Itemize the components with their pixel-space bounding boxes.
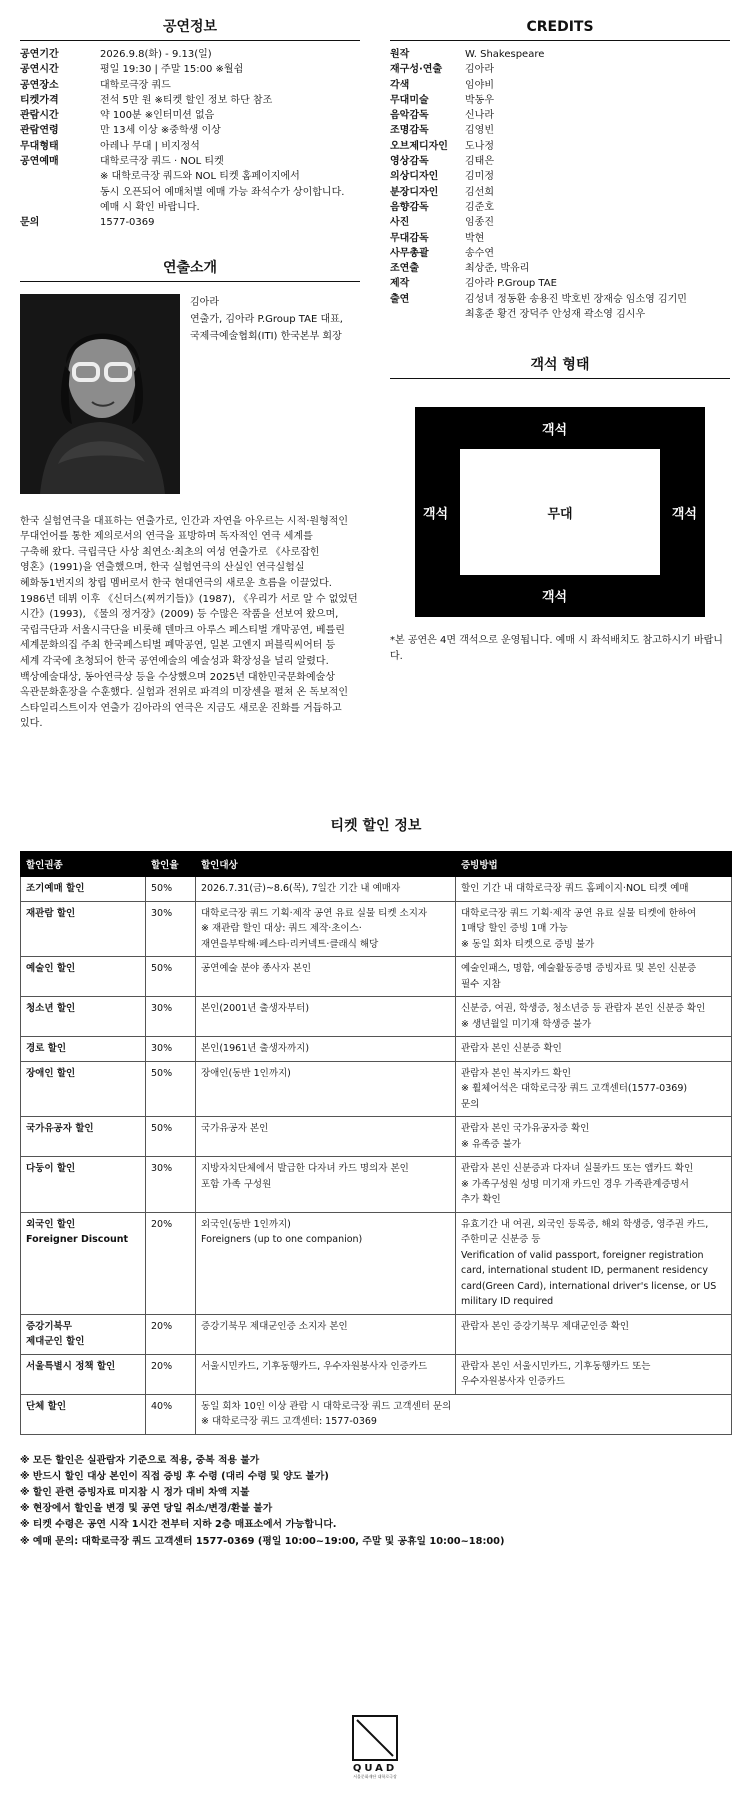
info-value [465, 200, 730, 215]
cell-line: Foreigners (up to one companion) [201, 1234, 363, 1245]
seat-label-left: 객석 [423, 507, 449, 523]
info-row [20, 108, 360, 123]
info-value [465, 108, 730, 123]
discount-rate-cell: 50% [146, 1117, 196, 1157]
info-label: 영상감독 [390, 156, 429, 168]
info-value-line: 임야비 [465, 79, 494, 91]
table-row [21, 957, 732, 997]
info-row [390, 47, 730, 62]
proof-method-cell [456, 901, 732, 957]
info-label: 사무총괄 [390, 247, 429, 259]
seating-diagram [415, 407, 705, 617]
info-label: 무대감독 [390, 232, 429, 244]
cell-line: 재연을부탁해·페스타·리커넥트·클래식 해당 [201, 938, 379, 950]
cell-line: ※ 동일 회차 티켓으로 증빙 불가 [461, 938, 595, 950]
note-line: ※ 반드시 할인 대상 본인이 직접 증빙 후 수령 (대리 수령 및 양도 불가) [20, 1470, 329, 1482]
info-value [465, 246, 730, 261]
info-value-line: W. Shakespeare [465, 49, 545, 60]
cell-line: ※ 생년월일 미기재 학생증 불가 [461, 1018, 592, 1030]
discount-name-cell [21, 1314, 146, 1354]
cell-line: 우수자원봉사자 인증카드 [461, 1376, 565, 1387]
cell-line: 경로 할인 [26, 1043, 67, 1054]
proof-method-cell [456, 1037, 732, 1062]
note-line: ※ 예매 문의: 대학로극장 쿼드 고객센터 1577-0369 (평일 10:00~19:00, 주말 및 공휴일 10:00~18:00) [20, 1535, 505, 1547]
discount-rate-cell: 30% [146, 1037, 196, 1062]
header-discount-target: 할인대상 [196, 852, 456, 877]
logo-subtext: 서울문화재단 대학로극장 [353, 1774, 397, 1779]
info-value [100, 139, 360, 154]
director-bio: 한국 실험연극을 대표하는 연출가로, 인간과 자연을 아우르는 시적·원형적인 무대언어를 통한 제의로서의 연극을 표방하며 독자적인 연극 세계를 구축해 왔다. 극립극단 사상 최연소·최초의 여성 연출가로 《사로잡힌 영혼》(1991)을 연출했으며, 한국 실험연극의 산실인 연극실험실 혜화동1번지의 창립 멤버로서 한국 현대연극의 새로운 흐름을 이끌었다. 1986년 데뷔 이후 《신더스(찌꺼기들)》(1987), 《우리가 서로 알 수 없었던 시간》(1993), 《물의 정거장》(2009) 등 수많은 작품을 선보여 왔으며, 국립극단과 서울시극단을 비롯해 덴마크 아루스 페스티벌 개막공연, 베를린 세계문화의집 주최 한국페스티벌 폐막공연, 일본 고엔지 퍼블릭씨어터 등 세계 각국에 초청되어 한국 공연예술의 예술성과 확장성을 널리 알렸다. 백상예술대상, 동아연극상 등을 수상했으며 2025년 대한민국문화예술상 옥관문화훈장을 수훈했다. 실험과 전위로 파격의 미장센을 펼쳐 온 독보적인 스타일리스트이자 연출가 김아라의 연극은 지금도 새로운 진화를 거듭하고 있다. [20, 515, 358, 730]
table-row [21, 877, 732, 902]
info-value [465, 215, 730, 230]
info-label: 제작 [390, 278, 410, 290]
ticket-title: 티켓 할인 정보 [330, 818, 422, 834]
info-value-line: 동시 오픈되어 예매처별 예매 가능 좌석수가 상이합니다. [100, 186, 345, 198]
info-label: 오브제디자인 [390, 140, 448, 152]
info-value [100, 62, 360, 77]
note-line: ※ 할인 관련 증빙자료 미지참 시 정가 대비 차액 지불 [20, 1486, 250, 1498]
cell-line: 외국인(동반 1인까지) [201, 1218, 291, 1230]
discount-rate-cell: 50% [146, 957, 196, 997]
info-value [465, 185, 730, 200]
discount-rate-cell: 20% [146, 1212, 196, 1314]
discount-rate-cell: 50% [146, 877, 196, 902]
discount-name-cell [21, 1394, 146, 1434]
cell-line: 재관람 할인 [26, 907, 76, 919]
cell-line: 국가유공자 본인 [201, 1123, 269, 1134]
discount-rate-cell: 40% [146, 1394, 196, 1434]
cell-line: 장애인(동반 1인까지) [201, 1067, 291, 1079]
info-row [390, 215, 730, 230]
info-value [100, 215, 360, 230]
cell-line: ※ 유족증 불가 [461, 1138, 521, 1150]
info-row [20, 78, 360, 93]
info-value-line: 도나정 [465, 140, 494, 152]
info-value-line: ※ 대학로극장 쿼드와 NOL 티켓 홈페이지에서 [100, 171, 300, 183]
info-label: 티켓가격 [20, 94, 59, 106]
discount-rate-cell: 30% [146, 1157, 196, 1213]
cell-line: 유효기간 내 여권, 외국인 등록증, 해외 학생증, 영주권 카드, [461, 1218, 709, 1230]
divider [20, 40, 360, 41]
table-header-row [21, 852, 732, 877]
info-value [100, 47, 360, 62]
quad-logo [352, 1715, 398, 1780]
cell-line: 공연예술 분야 종사자 본인 [201, 963, 312, 974]
cell-line: 할인 기간 내 대학로극장 쿼드 홈페이지·NOL 티켓 예매 [461, 883, 689, 894]
divider [390, 378, 730, 379]
discount-name-cell [21, 1061, 146, 1117]
table-row [21, 1354, 732, 1394]
director-profile [20, 294, 360, 494]
performance-info-list [20, 47, 360, 231]
cell-line: 관람자 본인 국가유공자증 확인 [461, 1123, 590, 1134]
quad-logo-icon [352, 1715, 398, 1761]
cell-line: 증강기북무 [26, 1320, 72, 1332]
director-affiliation: 국제극예술협회(ITI) 한국본부 회장 [190, 330, 342, 342]
discount-name-cell [21, 1354, 146, 1394]
cell-line: 신분증, 여권, 학생증, 청소년증 등 관람자 본인 신분증 확인 [461, 1003, 706, 1014]
cell-line: ※ 휠체어석은 대학로극장 쿼드 고객센터(1577-0369) [461, 1083, 688, 1094]
cell-line: 제대군인 할인 [26, 1336, 85, 1347]
info-label: 조명감독 [390, 125, 429, 137]
info-row [390, 276, 730, 291]
info-row [390, 108, 730, 123]
info-label: 분장디자인 [390, 186, 439, 198]
discount-rate-cell: 20% [146, 1314, 196, 1354]
director-info [190, 294, 343, 494]
info-label: 관람연령 [20, 125, 59, 137]
header-discount-rate: 할인율 [146, 852, 196, 877]
discount-name-cell [21, 1117, 146, 1157]
info-value-line: 박현 [465, 232, 485, 244]
discount-rate-cell: 30% [146, 997, 196, 1037]
cell-line: 증강기북무 제대군인증 소지자 본인 [201, 1320, 348, 1332]
info-value-line: 대학로극장 쿼드 · NOL 티켓 [100, 156, 224, 168]
info-row [390, 200, 730, 215]
info-value-line: 김아라 [465, 64, 494, 76]
proof-method-cell [456, 997, 732, 1037]
director-title: 연출소개 [162, 259, 218, 276]
ticket-discount-section [20, 815, 732, 1550]
discount-table [20, 851, 732, 1435]
discount-target-cell [196, 1157, 456, 1213]
note-line: ※ 티켓 수령은 공연 시작 1시간 전부터 지하 2층 매표소에서 가능합니다. [20, 1519, 337, 1531]
info-label: 무대형태 [20, 140, 59, 152]
proof-method-cell [456, 1314, 732, 1354]
director-photo [20, 294, 180, 494]
divider [20, 281, 360, 282]
cell-line: 추가 확인 [461, 1194, 501, 1205]
cell-line: Verification of valid passport, foreigner registration [461, 1249, 704, 1261]
info-label: 문의 [20, 217, 40, 229]
director-name: 김아라 [190, 296, 219, 308]
info-value-line: 박동우 [465, 94, 494, 106]
left-column [20, 14, 360, 732]
divider [390, 40, 730, 41]
info-value-line: 만 13세 이상 ※중학생 이상 [100, 125, 221, 137]
cell-line: 관람자 본인 신분증 확인 [461, 1043, 562, 1054]
info-row [390, 231, 730, 246]
cell-line: 문의 [461, 1098, 480, 1110]
proof-method-cell [456, 1157, 732, 1213]
info-label: 공연예매 [20, 156, 59, 168]
info-value [465, 276, 730, 291]
cell-line: 관람자 본인 증강기북무 제대군인증 확인 [461, 1320, 630, 1332]
cell-line: 2026.7.31(금)~8.6(목), 7일간 기간 내 예매자 [201, 883, 401, 894]
info-value-line: 평일 19:30 | 주말 15:00 ※월쉼 [100, 64, 244, 76]
cell-line: 예술인 할인 [26, 963, 76, 974]
discount-target-cell [196, 957, 456, 997]
cell-line: 관람자 본인 신분증과 다자녀 실물카드 또는 앱카드 확인 [461, 1163, 694, 1174]
proof-method-cell [456, 957, 732, 997]
discount-target-cell [196, 997, 456, 1037]
cell-line: 1매당 할인 증빙 1매 가능 [461, 923, 568, 934]
table-row [21, 997, 732, 1037]
discount-target-cell [196, 1037, 456, 1062]
cell-line: 동일 회차 10인 이상 관람 시 대학로극장 쿼드 고객센터 문의 [201, 1400, 452, 1412]
info-value [465, 139, 730, 154]
info-value-line: 김태은 [465, 156, 494, 168]
info-row [390, 185, 730, 200]
note-line: ※ 현장에서 할인을 변경 및 공연 당일 취소/변경/환불 불가 [20, 1503, 273, 1515]
info-value [100, 108, 360, 123]
cell-line: 예술인패스, 명함, 예술활동증명 증빙자료 및 본인 신분증 [461, 963, 697, 974]
discount-name-cell [21, 1157, 146, 1213]
info-row [390, 123, 730, 138]
info-value-line: 2026.9.8(화) - 9.13(일) [100, 49, 212, 60]
cell-line: 포함 가족 구성원 [201, 1178, 272, 1190]
cell-line: 청소년 할인 [26, 1003, 76, 1014]
cell-line: 관람자 본인 복지카드 확인 [461, 1067, 572, 1079]
director-role: 연출가, 김아라 P.Group TAE 대표, [190, 313, 343, 325]
info-value [100, 123, 360, 138]
table-row [21, 1117, 732, 1157]
discount-name-cell [21, 901, 146, 957]
discount-rate-cell: 30% [146, 901, 196, 957]
cell-line: military ID required [461, 1296, 554, 1307]
info-value-line: 최상준, 박유리 [465, 263, 530, 275]
table-row [21, 901, 732, 957]
header-discount-type: 할인권종 [21, 852, 146, 877]
info-value-line: 송수연 [465, 247, 494, 259]
info-label: 관람시간 [20, 110, 59, 122]
proof-method-cell [456, 1061, 732, 1117]
cell-line: ※ 재관람 할인 대상: 쿼드 제작·초이스· [201, 923, 362, 934]
table-row [21, 1061, 732, 1117]
info-value-line: 아레나 무대 | 비지정석 [100, 140, 200, 152]
info-value-line: 김미정 [465, 171, 494, 183]
info-value-line: 김아라 P.Group TAE [465, 278, 557, 290]
table-row [21, 1314, 732, 1354]
info-row [390, 246, 730, 261]
table-row [21, 1157, 732, 1213]
info-value [465, 78, 730, 93]
proof-method-cell [456, 1117, 732, 1157]
cell-line: card, international student ID, permanent residency [461, 1265, 709, 1276]
stage-area: 무대 [460, 449, 660, 575]
discount-target-cell [196, 1117, 456, 1157]
info-value-line: 1577-0369 [100, 217, 155, 229]
discount-name-cell [21, 1037, 146, 1062]
discount-target-cell [196, 877, 456, 902]
seat-label-bottom: 객석 [542, 590, 568, 606]
info-label: 조연출 [390, 263, 419, 275]
info-label: 무대미술 [390, 94, 429, 106]
logo-text: QUAD [352, 1763, 398, 1774]
discount-target-cell [196, 1394, 732, 1434]
info-row [20, 123, 360, 138]
info-row [390, 62, 730, 77]
info-row [20, 47, 360, 62]
info-value [465, 169, 730, 184]
cell-line: 필수 지참 [461, 978, 501, 990]
cell-line: 조기예매 할인 [26, 883, 85, 894]
info-row [390, 169, 730, 184]
info-label: 사진 [390, 217, 410, 229]
cell-line: ※ 가족구성원 성명 미기재 카드인 경우 가족관계증명서 [461, 1178, 689, 1190]
info-value-line: 김선희 [465, 186, 494, 198]
cell-line: 주한미군 신분증 등 [461, 1234, 541, 1245]
info-value-line: 김준호 [465, 201, 494, 213]
discount-target-cell [196, 901, 456, 957]
info-row [20, 154, 360, 215]
info-label: 의상디자인 [390, 171, 439, 183]
info-value [465, 93, 730, 108]
proof-method-cell [456, 877, 732, 902]
cell-line: 서울시민카드, 기후동행카드, 우수자원봉사자 인증카드 [201, 1360, 428, 1372]
info-row [390, 139, 730, 154]
cell-line: 대학로극장 쿼드 기획·제작 공연 유료 실물 티켓 소지자 [201, 907, 428, 919]
table-row [21, 1037, 732, 1062]
cell-line: card(Green Card), international driver's license, or US [461, 1280, 717, 1292]
info-row [20, 93, 360, 108]
info-row [390, 292, 730, 323]
cell-line: 지방자치단체에서 발급한 다자녀 카드 명의자 본인 [201, 1163, 409, 1174]
info-label: 공연기간 [20, 49, 59, 60]
seating-title: 객석 형태 [530, 357, 590, 374]
discount-name-cell [21, 997, 146, 1037]
info-value-line: 김성녀 정동환 송용진 박호빈 장재승 임소영 김기민 [465, 293, 687, 305]
info-row [390, 93, 730, 108]
cell-line: 본인(1961년 출생자까지) [201, 1043, 310, 1054]
cell-line: 서울특별시 정책 할인 [26, 1360, 116, 1372]
ticket-notes [20, 1453, 732, 1550]
cell-line: 관람자 본인 서울시민카드, 기후동행카드 또는 [461, 1360, 651, 1372]
cell-line: 본인(2001년 출생자부터) [201, 1003, 310, 1014]
info-label: 음향감독 [390, 201, 429, 213]
info-value [465, 123, 730, 138]
info-row [390, 261, 730, 276]
info-value-line: 최홍준 황건 장덕주 안성재 곽소영 김시우 [465, 309, 646, 321]
cell-line: 다둥이 할인 [26, 1163, 76, 1174]
info-value-line: 신나라 [465, 110, 494, 122]
table-row [21, 1394, 732, 1434]
info-row [20, 139, 360, 154]
seating-note: *본 공연은 4면 객석으로 운영됩니다. 예매 시 좌석배치도 참고하시기 바랍니다. [390, 635, 723, 662]
info-row [390, 78, 730, 93]
discount-rate-cell: 20% [146, 1354, 196, 1394]
discount-target-cell [196, 1212, 456, 1314]
info-value [465, 231, 730, 246]
seat-label-right: 객석 [671, 507, 697, 523]
seat-label-top: 객석 [542, 423, 568, 439]
cell-line: 대학로극장 쿼드 기획·제작 공연 유료 실물 티켓에 한하여 [461, 907, 697, 919]
info-value-line: 약 100분 ※인터미션 없음 [100, 110, 215, 122]
discount-name-cell [21, 1212, 146, 1314]
info-value [100, 93, 360, 108]
director-portrait-image [20, 294, 180, 494]
note-line: ※ 모든 할인은 실관람자 기준으로 적용, 중복 적용 불가 [20, 1454, 260, 1466]
info-row [20, 215, 360, 230]
cell-line: ※ 대학로극장 쿼드 고객센터: 1577-0369 [201, 1416, 377, 1427]
info-label: 원작 [390, 49, 410, 60]
cell-line: 국가유공자 할인 [26, 1123, 94, 1134]
info-value [100, 78, 360, 93]
info-label: 음악감독 [390, 110, 429, 122]
info-value-line: 예매 시 확인 바랍니다. [100, 201, 200, 213]
discount-target-cell [196, 1314, 456, 1354]
cell-line: 장애인 할인 [26, 1067, 76, 1079]
info-value [465, 47, 730, 62]
discount-name-cell [21, 957, 146, 997]
proof-method-cell [456, 1212, 732, 1314]
info-value-line: 김영빈 [465, 125, 494, 137]
performance-title: 공연정보 [162, 19, 218, 35]
info-value [465, 62, 730, 77]
info-value [465, 154, 730, 169]
cell-line: 단체 할인 [26, 1400, 67, 1412]
cell-line: 외국인 할인 [26, 1218, 76, 1230]
info-label: 공연시간 [20, 64, 59, 76]
info-value [100, 154, 360, 215]
info-value [465, 292, 730, 323]
info-label: 공연장소 [20, 79, 59, 91]
proof-method-cell [456, 1354, 732, 1394]
credits-title: CREDITS [526, 19, 594, 35]
discount-target-cell [196, 1354, 456, 1394]
discount-rate-cell: 50% [146, 1061, 196, 1117]
cell-line: Foreigner Discount [26, 1234, 129, 1245]
info-value [465, 261, 730, 276]
info-row [390, 154, 730, 169]
info-value-line: 임종진 [465, 217, 494, 229]
credits-list [390, 47, 730, 322]
info-label: 각색 [390, 79, 410, 91]
info-label: 출연 [390, 293, 410, 305]
header-proof-method: 증빙방법 [456, 852, 732, 877]
table-row [21, 1212, 732, 1314]
info-value-line: 대학로극장 쿼드 [100, 79, 171, 91]
info-label: 재구성·연출 [390, 64, 443, 76]
right-column [390, 14, 730, 664]
discount-name-cell [21, 877, 146, 902]
info-row [20, 62, 360, 77]
discount-target-cell [196, 1061, 456, 1117]
info-value-line: 전석 5만 원 ※티켓 할인 정보 하단 참조 [100, 94, 273, 106]
